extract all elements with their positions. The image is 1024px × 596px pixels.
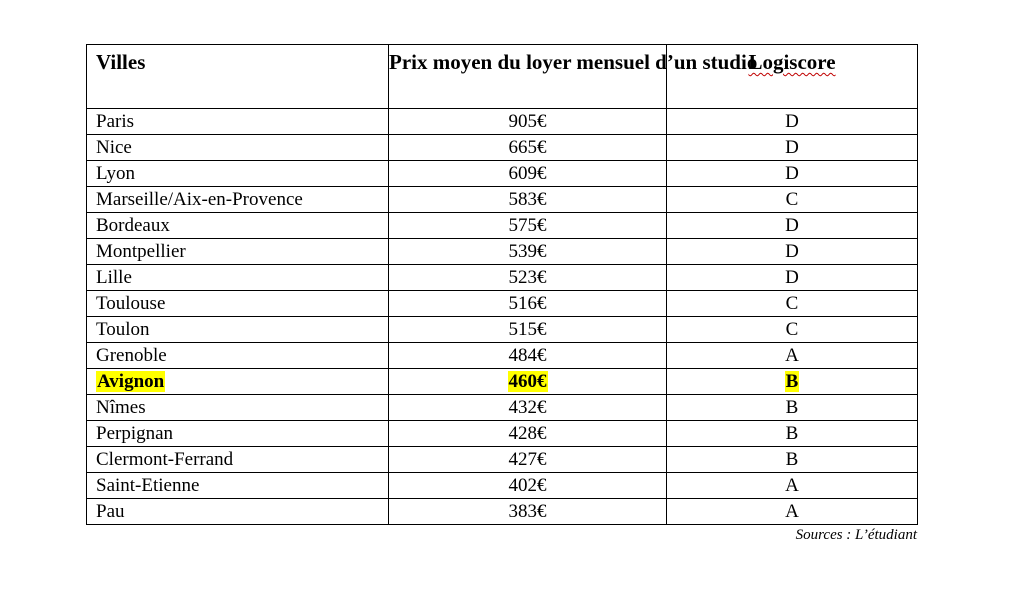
city-cell (87, 473, 389, 499)
city-cell (87, 447, 389, 473)
rent-cell-text: 583€ (508, 189, 547, 210)
city-cell (87, 343, 389, 369)
score-cell-text: D (785, 111, 799, 132)
rent-cell (389, 499, 667, 525)
city-cell (87, 239, 389, 265)
header-score-label: Logiscore (748, 50, 836, 74)
score-cell (667, 343, 918, 369)
header-city: Villes (87, 45, 389, 109)
rent-cell-text: 383€ (508, 501, 547, 522)
city-cell (87, 187, 389, 213)
score-cell (667, 187, 918, 213)
table-row (87, 499, 918, 525)
city-cell (87, 109, 389, 135)
rent-cell-text: 905€ (508, 111, 547, 132)
score-cell (667, 213, 918, 239)
score-cell-text: A (785, 345, 799, 366)
rent-cell-text: 523€ (508, 267, 547, 288)
rent-cell-text: 575€ (508, 215, 547, 236)
table-row (87, 109, 918, 135)
rent-table (86, 44, 918, 525)
city-cell-text: Nîmes (96, 397, 146, 418)
score-cell (667, 239, 918, 265)
header-rent: Prix moyen du loyer mensuel d’un studio (389, 45, 667, 109)
rent-cell (389, 239, 667, 265)
table-row (87, 447, 918, 473)
table-row (87, 369, 918, 395)
score-cell-text: C (785, 189, 799, 210)
table-row (87, 317, 918, 343)
rent-cell-text: 516€ (508, 293, 547, 314)
score-cell-text: B (785, 449, 799, 470)
city-cell-text: Grenoble (96, 345, 167, 366)
score-cell (667, 161, 918, 187)
rent-cell (389, 161, 667, 187)
city-cell-text: Saint-Etienne (96, 475, 200, 496)
city-cell-text: Marseille/Aix-en-Provence (96, 189, 303, 210)
table-row (87, 395, 918, 421)
source-note: Sources : L’étudiant (795, 527, 917, 543)
city-cell-text: Avignon (97, 371, 165, 392)
rent-cell-text: 665€ (508, 137, 547, 158)
rent-cell (389, 421, 667, 447)
rent-cell (389, 291, 667, 317)
city-cell (87, 161, 389, 187)
city-cell (87, 499, 389, 525)
score-cell-text: A (785, 475, 799, 496)
score-cell (667, 473, 918, 499)
table-row (87, 343, 918, 369)
rent-cell (389, 187, 667, 213)
score-cell (667, 265, 918, 291)
rent-cell (389, 135, 667, 161)
rent-cell (389, 317, 667, 343)
city-cell (87, 395, 389, 421)
city-cell-text: Perpignan (96, 423, 174, 444)
city-cell (87, 421, 389, 447)
table-row (87, 291, 918, 317)
city-cell (87, 265, 389, 291)
score-cell-text: D (785, 241, 799, 262)
city-cell-text: Toulouse (96, 293, 166, 314)
rent-cell (389, 447, 667, 473)
table-row (87, 161, 918, 187)
rent-cell (389, 109, 667, 135)
score-cell (667, 317, 918, 343)
table-row (87, 135, 918, 161)
rent-cell (389, 395, 667, 421)
rent-cell-text: 427€ (508, 449, 547, 470)
table-row (87, 265, 918, 291)
table-row (87, 473, 918, 499)
table-row (87, 213, 918, 239)
city-cell-text: Toulon (96, 319, 150, 340)
city-cell (87, 369, 389, 395)
rent-cell-text: 432€ (508, 397, 547, 418)
table-row (87, 187, 918, 213)
score-cell (667, 499, 918, 525)
rent-cell (389, 265, 667, 291)
score-cell-text: A (785, 501, 799, 522)
city-cell (87, 135, 389, 161)
rent-cell-text: 515€ (508, 319, 547, 340)
rent-cell (389, 343, 667, 369)
table-body (87, 109, 918, 525)
city-cell-text: Nice (96, 137, 132, 158)
score-cell-text: D (785, 267, 799, 288)
score-cell (667, 135, 918, 161)
score-cell-text: B (785, 423, 799, 444)
city-cell-text: Pau (96, 501, 125, 522)
city-cell (87, 213, 389, 239)
city-cell-text: Clermont-Ferrand (96, 449, 234, 470)
score-cell-text: C (785, 293, 799, 314)
score-cell-text: B (785, 397, 799, 418)
score-cell-text: D (785, 163, 799, 184)
rent-cell-text: 402€ (508, 475, 547, 496)
table-row (87, 239, 918, 265)
rent-cell (389, 213, 667, 239)
table-row (87, 421, 918, 447)
score-cell (667, 421, 918, 447)
rent-cell (389, 369, 667, 395)
score-cell (667, 291, 918, 317)
rent-cell-text: 428€ (508, 423, 547, 444)
city-cell-text: Montpellier (96, 241, 186, 262)
score-cell (667, 369, 918, 395)
score-cell-text: D (785, 137, 799, 158)
city-cell-text: Bordeaux (96, 215, 170, 236)
score-cell-text: D (785, 215, 799, 236)
rent-cell-text: 609€ (508, 163, 547, 184)
rent-cell-text: 460€ (508, 371, 547, 392)
rent-cell (389, 473, 667, 499)
city-cell-text: Paris (96, 111, 134, 132)
score-cell (667, 447, 918, 473)
city-cell-text: Lyon (96, 163, 136, 184)
rent-cell-text: 539€ (508, 241, 547, 262)
city-cell (87, 291, 389, 317)
score-cell-text: B (785, 371, 799, 392)
table-header-row (87, 45, 918, 109)
city-cell-text: Lille (96, 267, 132, 288)
city-cell (87, 317, 389, 343)
score-cell-text: C (785, 319, 799, 340)
score-cell (667, 395, 918, 421)
rent-cell-text: 484€ (508, 345, 547, 366)
score-cell (667, 109, 918, 135)
